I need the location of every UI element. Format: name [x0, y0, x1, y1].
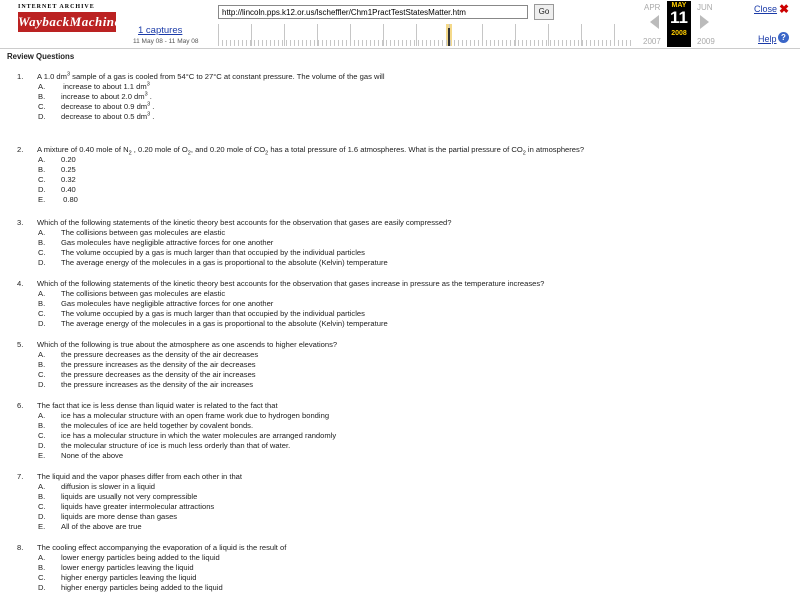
sparkline-month-tick	[390, 40, 391, 46]
sparkline-month-tick	[442, 40, 443, 46]
option-letter: C.	[38, 102, 46, 111]
answer-option	[17, 482, 797, 492]
option-letter: D.	[38, 512, 46, 521]
option-letter: A.	[38, 482, 46, 491]
answer-option	[17, 350, 797, 360]
option-text: lower energy particles being added to the liquid	[61, 553, 220, 562]
option-letter: B.	[38, 421, 46, 430]
answer-option	[17, 165, 797, 175]
sparkline-month-tick	[566, 40, 567, 46]
current-day: 11	[670, 8, 688, 27]
prev-month-link[interactable]: APR	[644, 3, 661, 12]
sparkline-month-tick	[486, 40, 487, 46]
option-letter: D.	[38, 185, 46, 194]
help-icon[interactable]: ?	[778, 32, 789, 43]
option-text: the pressure increases as the density of the air increases	[61, 380, 254, 389]
option-letter: B.	[38, 238, 46, 247]
sparkline-month-tick	[466, 40, 467, 46]
answer-option	[17, 421, 797, 431]
option-letter: C.	[38, 573, 46, 582]
question-stem: A 1.0 $dm^3$ sample of a gas is cooled from 54°C to 27°C at constant pressure. The volume of the gas will	[37, 71, 385, 81]
question-stem: Which of the following statements of the kinetic theory best accounts for the observation that gases are easily compressed?	[37, 218, 452, 227]
answer-option	[17, 573, 797, 583]
next-month-link[interactable]: JUN	[697, 3, 713, 12]
option-text: 0.40	[61, 185, 76, 194]
next-year-link[interactable]: 2009	[697, 37, 715, 46]
sparkline-month-tick	[534, 40, 535, 46]
question-item	[17, 218, 797, 268]
sparkline-month-tick	[482, 40, 483, 46]
sparkline-month-tick	[234, 40, 235, 46]
sparkline-month-tick	[278, 40, 279, 46]
sparkline-month-tick	[366, 40, 367, 46]
sparkline-month-tick	[294, 40, 295, 46]
sparkline-month-tick	[386, 40, 387, 46]
option-letter: B.	[38, 563, 46, 572]
question-item	[17, 401, 797, 461]
close-icon[interactable]: ✖	[779, 2, 790, 16]
sparkline-month-tick	[602, 40, 603, 46]
sparkline-month-tick	[414, 40, 415, 46]
sparkline-month-tick	[510, 40, 511, 46]
sparkline-month-tick	[318, 40, 319, 46]
capture-sparkline[interactable]	[218, 24, 634, 46]
question-stem: Which of the following statements of the kinetic theory best accounts for the observation that gases increase in pressure as the temperature increases?	[37, 279, 545, 288]
next-capture-arrow-icon[interactable]	[700, 15, 709, 29]
option-text: liquids have greater intermolecular attractions	[61, 502, 215, 511]
sparkline-month-tick	[474, 40, 475, 46]
page-content	[0, 50, 800, 600]
answer-option	[17, 155, 797, 165]
option-text: Gas molecules have negligible attractive forces for one another	[61, 238, 274, 247]
sparkline-month-tick	[614, 40, 615, 46]
option-text: lower energy particles leaving the liquid	[61, 563, 194, 572]
help-link[interactable]: Help	[758, 34, 777, 44]
answer-option	[17, 583, 797, 593]
sparkline-month-tick	[254, 40, 255, 46]
sparkline-month-tick	[394, 40, 395, 46]
option-text: Gas molecules have negligible attractive forces for one another	[61, 299, 274, 308]
sparkline-month-tick	[238, 40, 239, 46]
option-letter: D.	[38, 319, 46, 328]
sparkline-month-tick	[426, 40, 427, 46]
sparkline-year-tick	[548, 24, 549, 46]
sparkline-month-tick	[530, 40, 531, 46]
answer-option	[17, 360, 797, 370]
sparkline-month-tick	[590, 40, 591, 46]
answer-option	[17, 411, 797, 421]
sparkline-month-tick	[346, 40, 347, 46]
question-item	[17, 145, 797, 205]
wayback-logo[interactable]	[18, 4, 121, 38]
option-text: increase to about 1.1 $dm^3$	[61, 81, 150, 91]
option-text: liquids are more dense than gases	[61, 512, 178, 521]
option-letter: B.	[38, 492, 46, 501]
answer-option	[17, 299, 797, 309]
sparkline-month-tick	[222, 40, 223, 46]
sparkline-month-tick	[562, 40, 563, 46]
option-letter: D.	[38, 258, 46, 267]
option-letter: B.	[38, 299, 46, 308]
go-button[interactable]: Go	[534, 4, 554, 20]
sparkline-month-tick	[522, 40, 523, 46]
answer-option	[17, 492, 797, 502]
sparkline-month-tick	[374, 40, 375, 46]
wayback-toolbar	[0, 0, 800, 49]
question-number: 7.	[17, 472, 24, 481]
option-text: higher energy particles leaving the liquid	[61, 573, 197, 582]
option-letter: B.	[38, 360, 46, 369]
sparkline-month-tick	[302, 40, 303, 46]
sparkline-month-tick	[326, 40, 327, 46]
option-letter: E.	[38, 195, 46, 204]
sparkline-month-tick	[398, 40, 399, 46]
answer-option	[17, 82, 797, 92]
option-text: the molecular structure of ice is much less orderly than that of water.	[61, 441, 291, 450]
option-text: decrease to about 0.5 $dm^3$ .	[61, 111, 155, 121]
option-letter: C.	[38, 370, 46, 379]
sparkline-month-tick	[438, 40, 439, 46]
sparkline-month-tick	[286, 40, 287, 46]
question-text	[17, 218, 797, 228]
question-item	[17, 340, 797, 390]
sparkline-month-tick	[502, 40, 503, 46]
sparkline-month-tick	[338, 40, 339, 46]
sparkline-capture-bar[interactable]	[448, 28, 450, 46]
option-letter: E.	[38, 522, 46, 531]
sparkline-month-tick	[446, 40, 447, 46]
option-text: 0.32	[61, 175, 76, 184]
question-text	[17, 340, 797, 350]
url-input[interactable]	[218, 5, 528, 19]
sparkline-month-tick	[622, 40, 623, 46]
answer-option	[17, 289, 797, 299]
question-number: 8.	[17, 543, 24, 552]
question-text	[17, 401, 797, 411]
answer-option	[17, 502, 797, 512]
answer-option	[17, 451, 797, 461]
question-stem: Which of the following is true about the atmosphere as one ascends to higher elevations?	[37, 340, 338, 349]
option-letter: A.	[38, 228, 46, 237]
sparkline-month-tick	[418, 40, 419, 46]
sparkline-month-tick	[598, 40, 599, 46]
question-text	[17, 543, 797, 553]
sparkline-month-tick	[334, 40, 335, 46]
option-text: The volume occupied by a gas is much larger than that occupied by the individual particles	[61, 248, 365, 257]
sparkline-month-tick	[518, 40, 519, 46]
sparkline-month-tick	[242, 40, 243, 46]
sparkline-month-tick	[290, 40, 291, 46]
sparkline-month-tick	[330, 40, 331, 46]
sparkline-month-tick	[246, 40, 247, 46]
current-date-block	[667, 1, 691, 47]
answer-option	[17, 258, 797, 268]
option-text: the pressure decreases as the density of the air increases	[61, 370, 256, 379]
answer-option	[17, 248, 797, 258]
sparkline-month-tick	[378, 40, 379, 46]
option-text: diffusion is slower in a liquid	[61, 482, 155, 491]
sparkline-month-tick	[458, 40, 459, 46]
sparkline-month-tick	[434, 40, 435, 46]
sparkline-month-tick	[554, 40, 555, 46]
answer-option	[17, 175, 797, 185]
question-number: 1.	[17, 72, 24, 81]
sparkline-month-tick	[550, 40, 551, 46]
sparkline-month-tick	[322, 40, 323, 46]
sparkline-month-tick	[402, 40, 403, 46]
sparkline-month-tick	[382, 40, 383, 46]
question-item	[17, 279, 797, 329]
sparkline-month-tick	[350, 40, 351, 46]
sparkline-month-tick	[270, 40, 271, 46]
sparkline-month-tick	[282, 40, 283, 46]
sparkline-month-tick	[430, 40, 431, 46]
answer-option	[17, 431, 797, 441]
question-stem: A mixture of 0.40 mole of $N_2$ , 0.20 mole of $O_2$, and 0.20 mole of $CO_2$ has a total pressure of 1.6 atmospheres. What is the partial pressure of $CO_2$ in atmospheres?	[37, 145, 585, 157]
option-text: the pressure increases as the density of the air decreases	[61, 360, 256, 369]
sparkline-month-tick	[370, 40, 371, 46]
sparkline-month-tick	[558, 40, 559, 46]
sparkline-month-tick	[626, 40, 627, 46]
sparkline-month-tick	[250, 40, 251, 46]
option-letter: D.	[38, 441, 46, 450]
option-letter: A.	[38, 82, 46, 91]
option-text: None of the above	[61, 451, 124, 460]
prev-year-link[interactable]: 2007	[643, 37, 661, 46]
sparkline-month-tick	[342, 40, 343, 46]
answer-option	[17, 563, 797, 573]
sparkline-month-tick	[274, 40, 275, 46]
sparkline-year-tick	[251, 24, 252, 46]
sparkline-month-tick	[406, 40, 407, 46]
option-letter: E.	[38, 451, 46, 460]
question-number: 4.	[17, 279, 24, 288]
option-text: ice has a molecular structure with an open frame work due to hydrogen bonding	[61, 411, 330, 420]
sparkline-month-tick	[226, 40, 227, 46]
option-letter: D.	[38, 583, 46, 592]
answer-option	[17, 522, 797, 532]
sparkline-month-tick	[582, 40, 583, 46]
question-number: 3.	[17, 218, 24, 227]
sparkline-year-tick	[383, 24, 384, 46]
sparkline-month-tick	[230, 40, 231, 46]
option-text: The collisions between gas molecules are elastic	[61, 289, 226, 298]
option-letter: B.	[38, 165, 46, 174]
current-year: 2008	[671, 30, 687, 37]
sparkline-month-tick	[218, 40, 219, 46]
sparkline-month-tick	[478, 40, 479, 46]
captures-link[interactable]: 1 captures	[138, 25, 183, 36]
option-letter: D.	[38, 380, 46, 389]
question-text	[17, 279, 797, 289]
capture-range: 11 May 08 - 11 May 08	[133, 38, 199, 45]
option-text: 0.80	[61, 195, 78, 204]
answer-option	[17, 92, 797, 102]
current-month: MAY	[671, 2, 687, 9]
answer-option	[17, 380, 797, 390]
sparkline-month-tick	[310, 40, 311, 46]
sparkline-month-tick	[454, 40, 455, 46]
answer-option	[17, 441, 797, 451]
answer-option	[17, 228, 797, 238]
sparkline-month-tick	[266, 40, 267, 46]
logo-main-text: WaybackMachine	[18, 12, 116, 32]
option-letter: A.	[38, 411, 46, 420]
sparkline-month-tick	[630, 40, 631, 46]
answer-option	[17, 512, 797, 522]
question-number: 5.	[17, 340, 24, 349]
sparkline-month-tick	[298, 40, 299, 46]
sparkline-month-tick	[354, 40, 355, 46]
option-letter: A.	[38, 553, 46, 562]
sparkline-month-tick	[362, 40, 363, 46]
option-text: decrease to about 0.9 $dm^3$ .	[61, 101, 155, 111]
option-text: All of the above are true	[61, 522, 142, 531]
sparkline-month-tick	[546, 40, 547, 46]
question-text	[17, 145, 797, 155]
option-text: increase to about 2.0 $dm^3$ .	[61, 91, 152, 101]
option-text: liquids are usually not very compressible	[61, 492, 198, 501]
sparkline-month-tick	[306, 40, 307, 46]
logo-top-text: INTERNET ARCHIVE	[18, 4, 95, 10]
sparkline-month-tick	[494, 40, 495, 46]
option-letter: A.	[38, 155, 46, 164]
option-letter: C.	[38, 502, 46, 511]
option-letter: C.	[38, 309, 46, 318]
question-stem: The fact that ice is less dense than liquid water is related to the fact that	[37, 401, 278, 410]
option-text: 0.25	[61, 165, 76, 174]
sparkline-month-tick	[462, 40, 463, 46]
sparkline-month-tick	[542, 40, 543, 46]
sparkline-month-tick	[258, 40, 259, 46]
sparkline-month-tick	[498, 40, 499, 46]
option-letter: C.	[38, 175, 46, 184]
answer-option	[17, 238, 797, 248]
sparkline-year-tick	[416, 24, 417, 46]
option-letter: A.	[38, 350, 46, 359]
answer-option	[17, 319, 797, 329]
question-text	[17, 72, 797, 82]
option-letter: C.	[38, 431, 46, 440]
page-title: Review Questions	[7, 52, 75, 61]
sparkline-month-tick	[470, 40, 471, 46]
answer-option	[17, 309, 797, 319]
question-text	[17, 472, 797, 482]
sparkline-month-tick	[570, 40, 571, 46]
sparkline-month-tick	[358, 40, 359, 46]
sparkline-year-tick	[515, 24, 516, 46]
sparkline-month-tick	[410, 40, 411, 46]
question-number: 2.	[17, 145, 24, 154]
question-number: 6.	[17, 401, 24, 410]
answer-option	[17, 185, 797, 195]
sparkline-month-tick	[490, 40, 491, 46]
question-stem: The cooling effect accompanying the evaporation of a liquid is the result of	[37, 543, 287, 552]
option-text: higher energy particles being added to the liquid	[61, 583, 223, 592]
sparkline-month-tick	[538, 40, 539, 46]
answer-option	[17, 553, 797, 563]
option-text: The average energy of the molecules in a gas is proportional to the absolute (Kelvin) temperature	[61, 319, 388, 328]
option-text: ice has a molecular structure in which the water molecules are arranged randomly	[61, 431, 337, 440]
sparkline-month-tick	[506, 40, 507, 46]
option-letter: C.	[38, 248, 46, 257]
option-text: The average energy of the molecules in a gas is proportional to the absolute (Kelvin) temperature	[61, 258, 388, 267]
option-letter: D.	[38, 112, 46, 121]
sparkline-month-tick	[610, 40, 611, 46]
sparkline-month-tick	[574, 40, 575, 46]
option-text: 0.20	[61, 155, 76, 164]
prev-capture-arrow-icon[interactable]	[650, 15, 659, 29]
question-stem: The liquid and the vapor phases differ from each other in that	[37, 472, 243, 481]
question-item	[17, 472, 797, 532]
option-letter: A.	[38, 289, 46, 298]
option-text: The volume occupied by a gas is much larger than that occupied by the individual particles	[61, 309, 365, 318]
sparkline-month-tick	[422, 40, 423, 46]
close-link[interactable]: Close	[754, 4, 778, 14]
sparkline-year-tick	[284, 24, 285, 46]
sparkline-month-tick	[514, 40, 515, 46]
sparkline-month-tick	[586, 40, 587, 46]
sparkline-month-tick	[262, 40, 263, 46]
sparkline-month-tick	[314, 40, 315, 46]
answer-option	[17, 370, 797, 380]
answer-option	[17, 195, 797, 205]
sparkline-month-tick	[606, 40, 607, 46]
sparkline-month-tick	[594, 40, 595, 46]
question-item	[17, 543, 797, 593]
question-item	[17, 72, 797, 122]
sparkline-month-tick	[526, 40, 527, 46]
sparkline-month-tick	[450, 40, 451, 46]
option-text: The collisions between gas molecules are elastic	[61, 228, 226, 237]
sparkline-month-tick	[578, 40, 579, 46]
option-letter: B.	[38, 92, 46, 101]
option-text: the pressure decreases as the density of the air decreases	[61, 350, 259, 359]
sparkline-month-tick	[618, 40, 619, 46]
option-text: the molecules of ice are held together by covalent bonds.	[61, 421, 254, 430]
answer-option	[17, 102, 797, 112]
answer-option	[17, 112, 797, 122]
